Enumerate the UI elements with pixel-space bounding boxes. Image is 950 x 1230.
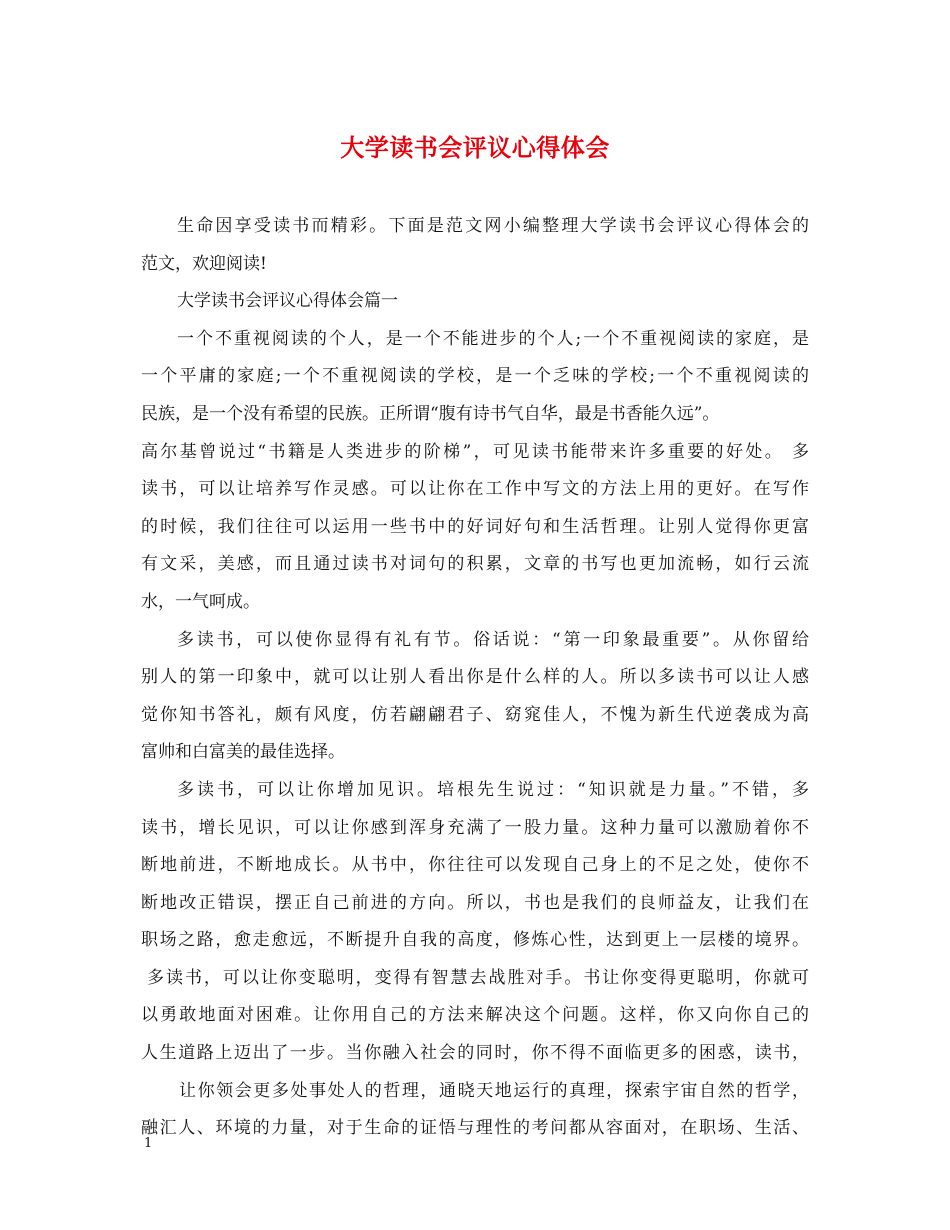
text-line: 生命因享受读书而精彩。下面是范文网小编整理大学读书会评议心得体会的 [177, 216, 809, 236]
section-heading: 大学读书会评议心得体会篇一 [177, 291, 398, 312]
text-line: 人生道路上迈出了一步。当你融入社会的同时，你不得不面临更多的困惑，读书， [141, 1043, 809, 1064]
text-line: 的时候，我们往往可以运用一些书中的好词好句和生活哲理。让别人觉得你更富 [141, 516, 809, 537]
text-line: 一个平庸的家庭;一个不重视阅读的学校，是一个乏味的学校;一个不重视阅读的 [141, 366, 809, 387]
text-line: 读书，可以让培养写作灵感。可以让你在工作中写文的方法上用的更好。在写作 [141, 479, 809, 500]
page-number: 1 [144, 1136, 153, 1151]
text-line: 断地前进，不断地成长。从书中，你往往可以发现自己身上的不足之处，使你不 [141, 855, 809, 876]
text-line: 水，一气呵成。 [141, 591, 260, 612]
text-line: 融汇人、环境的力量，对于生命的证悟与理性的考问都从容面对，在职场、生活、 [141, 1118, 809, 1139]
text-line: 一个不重视阅读的个人，是一个不能进步的个人;一个不重视阅读的家庭，是 [177, 328, 809, 349]
text-line: 以勇敢地面对困难。让你用自己的方法来解决这个问题。这样，你又向你自己的 [141, 1005, 809, 1026]
document-title: 大学读书会评议心得体会 [340, 133, 610, 162]
text-line: 断地改正错误，摆正自己前进的方向。所以，书也是我们的良师益友，让我们在 [141, 892, 809, 913]
text-line: 富帅和白富美的最佳选择。 [141, 742, 345, 763]
text-line: 别人的第一印象中，就可以让别人看出你是什么样的人。所以多读书可以让人感 [141, 667, 809, 688]
document-body [141, 208, 809, 1148]
text-line: 多读书，可以使你显得有礼有节。俗话说：“第一印象最重要”。从你留给 [177, 629, 809, 650]
text-line: 范文，欢迎阅读! [141, 253, 267, 274]
text-line: 高尔基曾说过“书籍是人类进步的阶梯”，可见读书能带来许多重要的好处。 多 [141, 441, 809, 462]
text-line: 让你领会更多处事处人的哲理，通晓天地运行的真理，探索宇宙自然的哲学， [179, 1080, 809, 1101]
text-line: 多读书，可以让你增加见识。培根先生说过：“知识就是力量。”不错，多 [177, 779, 809, 800]
text-line: 有文采，美感，而且通过读书对词句的积累，文章的书写也更加流畅，如行云流 [141, 554, 809, 575]
text-line: 职场之路，愈走愈远，不断提升自我的高度，修炼心性，达到更上一层楼的境界。 [141, 930, 809, 951]
text-line: 觉你知书答礼，颇有风度，仿若翩翩君子、窈窕佳人，不愧为新生代逆袭成为高 [141, 704, 809, 725]
text-line: 读书，增长见识，可以让你感到浑身充满了一股力量。这种力量可以激励着你不 [141, 817, 809, 838]
text-line: 民族，是一个没有希望的民族。正所谓“腹有诗书气自华，最是书香能久远”。 [141, 403, 720, 424]
text-line: 多读书，可以让你变聪明，变得有智慧去战胜对手。书让你变得更聪明，你就可 [147, 967, 809, 988]
